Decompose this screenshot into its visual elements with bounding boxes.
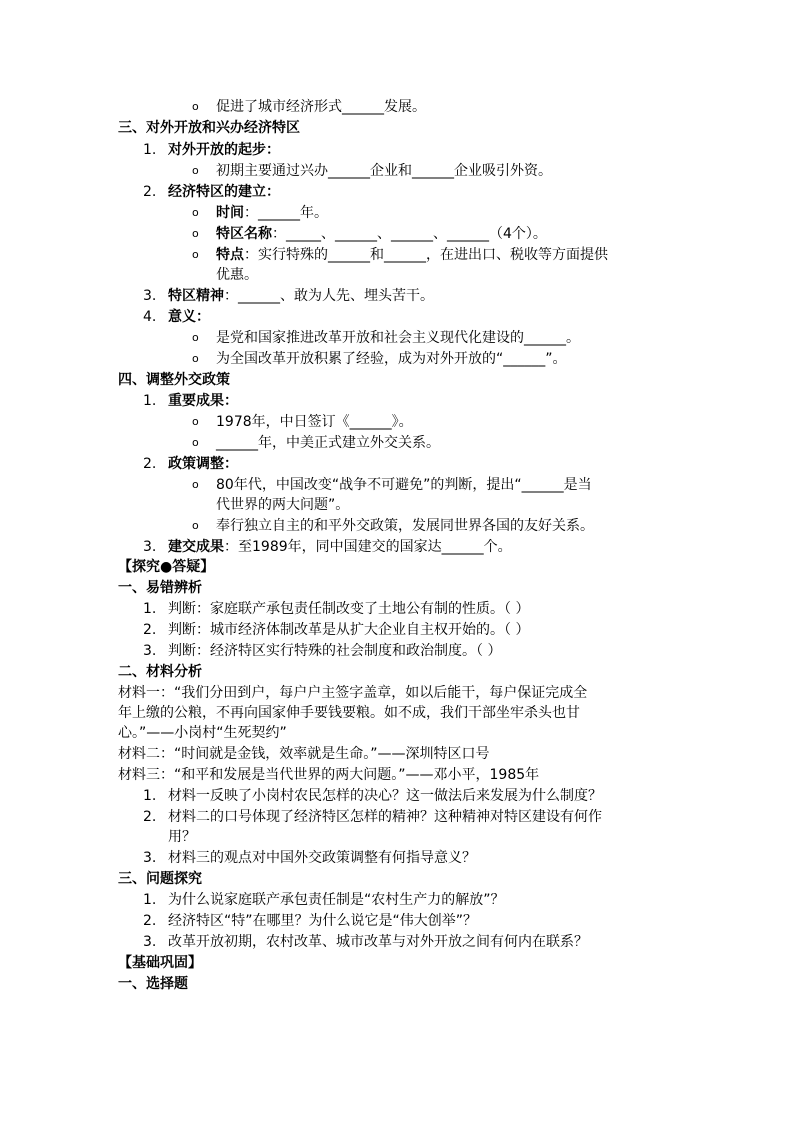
item-number: 2. (143, 913, 157, 929)
item-number: 3. (143, 934, 157, 950)
list-item (216, 245, 608, 265)
list-item: 促进了城市经济形式______发展。 (216, 99, 426, 115)
bullet-circle-icon: o (192, 331, 199, 344)
list-item (168, 537, 512, 557)
list-item: 材料二的口号体现了经济特区怎样的精神？这种精神对特区建设有何作 (168, 809, 602, 825)
material-text: 心。”——小岗村“生死契约” (118, 725, 287, 741)
list-item: 对外开放的起步： (168, 142, 280, 158)
material-text: 材料三：“和平和发展是当代世界的两大问题。”——邓小平，1985年 (118, 767, 540, 783)
bullet-circle-icon: o (192, 415, 199, 428)
item-text: ：实行特殊的______和______，在进出口、税收等方面提供 (244, 247, 608, 263)
list-item: 是党和国家推进改革开放和社会主义现代化建设的______。 (216, 330, 580, 346)
material-text: 材料一：“我们分田到户，每户户主签字盖章，如以后能干，每户保证完成全 (118, 685, 588, 701)
item-text: ：______年。 (244, 205, 328, 221)
section-heading: 三、对外开放和兴办经济特区 (118, 120, 300, 136)
list-item: 材料一反映了小岗村农民怎样的决心？这一做法后来发展为什么制度？ (168, 788, 602, 804)
item-label: 建交成果 (168, 539, 224, 555)
list-item: 意义： (168, 309, 210, 325)
bullet-circle-icon: o (192, 248, 199, 261)
section-heading: 【探究●答疑】 (118, 559, 215, 575)
list-item: 改革开放初期，农村改革、城市改革与对外开放之间有何内在联系？ (168, 934, 588, 950)
list-item: 为全国改革开放积累了经验，成为对外开放的“______”。 (216, 351, 567, 367)
list-item-continuation: 代世界的两大问题”。 (216, 497, 350, 513)
list-item-continuation: 优惠。 (216, 267, 258, 283)
item-number: 4. (143, 309, 157, 325)
section-heading: 【基础巩固】 (118, 955, 202, 971)
list-item: 80年代，中国改变“战争不可避免”的判断，提出“______是当 (216, 477, 592, 493)
item-label: 特区精神 (168, 288, 224, 304)
bullet-circle-icon: o (192, 227, 199, 240)
bullet-circle-icon: o (192, 100, 199, 113)
subsection-heading: 三、问题探究 (118, 871, 202, 887)
subsection-heading: 二、材料分析 (118, 664, 202, 680)
list-item: 奉行独立自主的和平外交政策，发展同世界各国的友好关系。 (216, 518, 594, 534)
bullet-circle-icon: o (192, 352, 199, 365)
item-number: 1. (143, 788, 157, 804)
item-number: 2. (143, 622, 157, 638)
list-item: 1978年，中日签订《______》。 (216, 414, 413, 430)
bullet-circle-icon: o (192, 478, 199, 491)
list-item: 初期主要通过兴办______企业和______企业吸引外资。 (216, 163, 552, 179)
subsection-heading: 一、选择题 (118, 976, 188, 992)
item-number: 3. (143, 539, 157, 555)
list-item: 判断：家庭联产承包责任制改变了土地公有制的性质。（ ） (168, 601, 530, 617)
list-item: 重要成果： (168, 393, 238, 409)
list-item: 判断：城市经济体制改革是从扩大企业自主权开始的。（ ） (168, 622, 530, 638)
item-number: 3. (143, 850, 157, 866)
material-text: 材料二：“时间就是金钱，效率就是生命。”——深圳特区口号 (118, 746, 490, 762)
item-text: ：______、敢为人先、埋头苦干。 (224, 288, 434, 304)
item-number: 1. (143, 142, 157, 158)
item-number: 1. (143, 393, 157, 409)
list-item (216, 203, 328, 223)
item-label: 特点 (216, 247, 244, 263)
item-number: 3. (143, 288, 157, 304)
list-item: 经济特区“特”在哪里？为什么说它是“伟大创举”？ (168, 913, 478, 929)
item-number: 1. (143, 601, 157, 617)
bullet-circle-icon: o (192, 164, 199, 177)
item-label: 特区名称 (216, 226, 272, 242)
list-item: ______年，中美正式建立外交关系。 (216, 435, 440, 451)
list-item: 政策调整： (168, 456, 238, 472)
item-number: 3. (143, 643, 157, 659)
item-text: ：_____、______、______、______（4个）。 (272, 226, 547, 242)
list-item (168, 286, 434, 306)
item-number: 2. (143, 809, 157, 825)
list-item: 判断：经济特区实行特殊的社会制度和政治制度。（ ） (168, 643, 502, 659)
list-item: 材料三的观点对中国外交政策调整有何指导意义？ (168, 850, 476, 866)
item-text: ：至1989年，同中国建交的国家达______个。 (224, 539, 512, 555)
list-item-continuation: 用？ (168, 829, 196, 845)
item-number: 2. (143, 456, 157, 472)
item-number: 1. (143, 892, 157, 908)
section-heading: 四、调整外交政策 (118, 372, 230, 388)
list-item: 经济特区的建立： (168, 184, 280, 200)
item-number: 2. (143, 184, 157, 200)
bullet-circle-icon: o (192, 436, 199, 449)
list-item: 为什么说家庭联产承包责任制是“农村生产力的解放”？ (168, 892, 505, 908)
bullet-circle-icon: o (192, 206, 199, 219)
bullet-circle-icon: o (192, 519, 199, 532)
list-item (216, 224, 547, 244)
material-text: 年上缴的公粮，不再向国家伸手要钱要粮。如不成，我们干部坐牢杀头也甘 (118, 705, 580, 721)
subsection-heading: 一、易错辨析 (118, 580, 202, 596)
item-label: 时间 (216, 205, 244, 221)
